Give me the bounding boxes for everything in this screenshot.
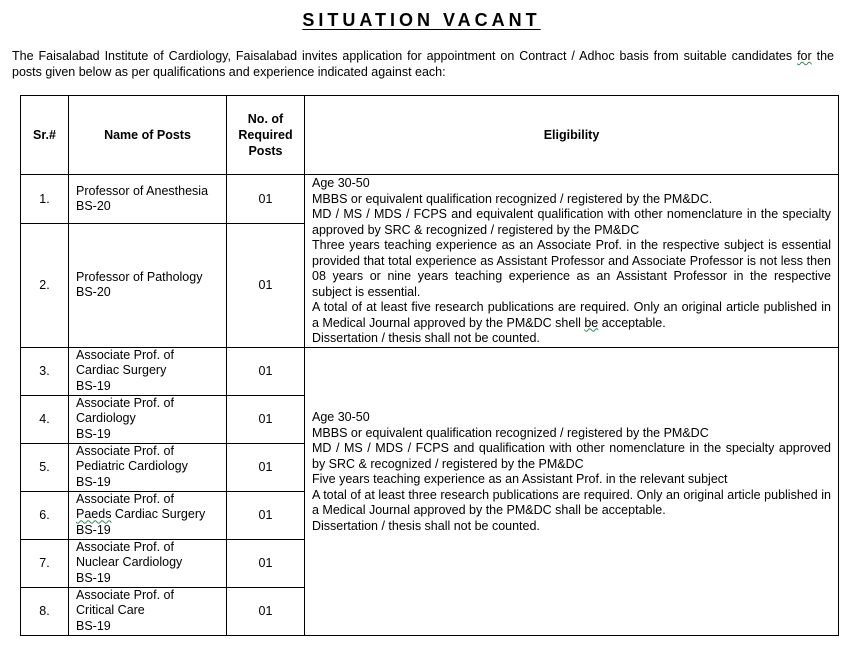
row-post-name: Associate Prof. of Pediatric Cardiology BS-19 bbox=[69, 443, 227, 491]
row-required: 01 bbox=[227, 347, 305, 395]
spellcheck-flagged-word: be bbox=[584, 315, 599, 330]
table-row bbox=[21, 175, 839, 224]
header-name: Name of Posts bbox=[69, 96, 227, 175]
row-sr: 7. bbox=[21, 539, 69, 587]
row-post-name: Associate Prof. of Critical Care BS-19 bbox=[69, 587, 227, 635]
header-required: No. of Required Posts bbox=[227, 96, 305, 175]
row-sr: 1. bbox=[21, 175, 69, 224]
row-required: 01 bbox=[227, 175, 305, 224]
row-required: 01 bbox=[227, 491, 305, 539]
row-sr: 4. bbox=[21, 395, 69, 443]
spellcheck-flagged-word: for bbox=[797, 49, 812, 63]
vacancy-table bbox=[20, 95, 839, 636]
row-sr: 5. bbox=[21, 443, 69, 491]
header-eligibility: Eligibility bbox=[305, 96, 839, 175]
row-required: 01 bbox=[227, 395, 305, 443]
intro-paragraph: The Faisalabad Institute of Cardiology, Faisalabad invites application for appointment on Contract / Adhoc basis from suitable candidates for the posts given below as per qualifications and experience indicated against each: bbox=[12, 49, 834, 79]
row-required: 01 bbox=[227, 587, 305, 635]
eligibility-associate: Age 30-50 MBBS or equivalent qualification recognized / registered by the PM&DC MD / MS / MDS / FCPS and qualification with other nomenclature in the specialty approved by SRC & recognized / registered by the PM&DC Five years teaching experience as an Assistant Prof. in the relevant subject A total of at least three research publications are required. Only an original article published in a Medical Journal approved by the PM&DC shall be acceptable. Dissertation / thesis shall not be counted. bbox=[305, 347, 839, 635]
table-row bbox=[21, 347, 839, 395]
row-sr: 6. bbox=[21, 491, 69, 539]
row-post-name: Associate Prof. of Cardiology BS-19 bbox=[69, 395, 227, 443]
table-header-row bbox=[21, 96, 839, 175]
row-post-name: Associate Prof. of Cardiac Surgery BS-19 bbox=[69, 347, 227, 395]
row-sr: 3. bbox=[21, 347, 69, 395]
row-post-name: Professor of Pathology BS-20 bbox=[69, 224, 227, 347]
spellcheck-flagged-word: Paeds bbox=[76, 507, 112, 522]
row-post-name: Associate Prof. of Nuclear Cardiology BS-19 bbox=[69, 539, 227, 587]
row-required: 01 bbox=[227, 443, 305, 491]
row-sr: 8. bbox=[21, 587, 69, 635]
row-post-name: Associate Prof. of Paeds Cardiac Surgery BS-19 bbox=[69, 491, 227, 539]
header-sr: Sr.# bbox=[21, 96, 69, 175]
eligibility-professor: Age 30-50 MBBS or equivalent qualification recognized / registered by the PM&DC. MD / MS / MDS / FCPS and equivalent qualification with other nomenclature in the specialty approved by SRC & recognized / registered by the PM&DC Three years teaching experience as an Associate Prof. in the respective subject is essential provided that total experience as Assistant Professor and Associate Professor is not less then 08 years or nine years teaching experience as an Assistant Professor in the respective subject is essential. A total of at least five research publications are required. Only an original article published in a Medical Journal approved by the PM&DC shell be acceptable. Dissertation / thesis shall not be counted. bbox=[305, 175, 839, 348]
row-required: 01 bbox=[227, 539, 305, 587]
row-required: 01 bbox=[227, 224, 305, 347]
row-sr: 2. bbox=[21, 224, 69, 347]
page-title: SITUATION VACANT bbox=[302, 10, 541, 30]
row-post-name: Professor of Anesthesia BS-20 bbox=[69, 175, 227, 224]
